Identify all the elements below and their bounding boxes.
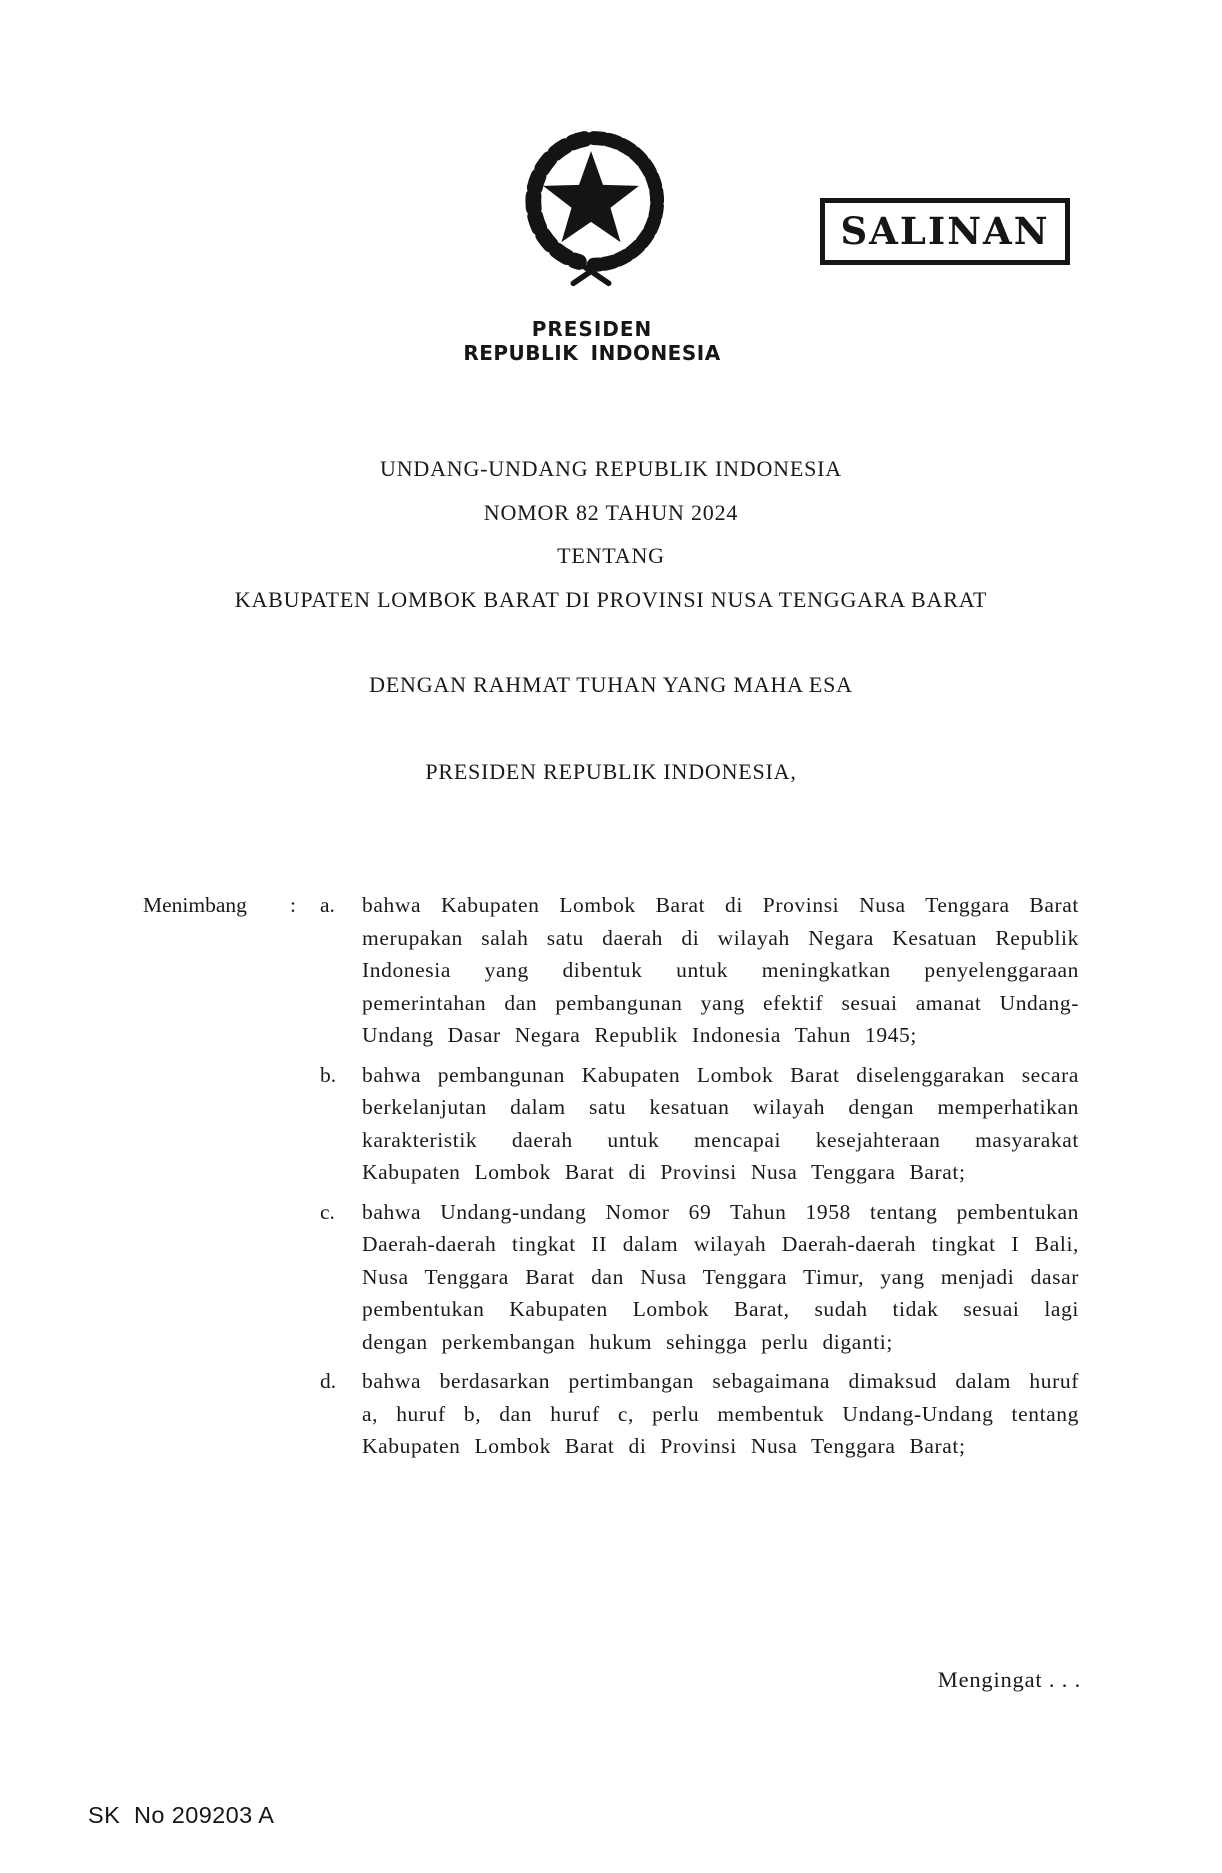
letterhead <box>392 317 792 366</box>
authority-line: PRESIDEN REPUBLIK INDONESIA, <box>425 759 797 784</box>
item-letter: d. <box>320 1369 337 1393</box>
item-text: bahwa Undang-undang Nomor 69 Tahun 1958 tentang pembentukan Daerah-daerah tingkat II dalam wilayah Daerah-daerah tingkat I Bali, Nusa Tenggara Barat dan Nusa Tenggara Timur, yang menjadi dasar pembentukan Kabupaten Lombok Barat, sudah tidak sesuai lagi dengan perkembangan hukum sehingga perlu diganti; <box>362 1199 1079 1354</box>
title-line-4: KABUPATEN LOMBOK BARAT DI PROVINSI NUSA TENGGARA BARAT <box>234 586 988 612</box>
salinan-stamp-label: SALINAN <box>840 208 1050 253</box>
invocation-line: DENGAN RAHMAT TUHAN YANG MAHA ESA <box>369 672 853 697</box>
menimbang-item-a <box>320 889 1079 1052</box>
menimbang-item-c <box>320 1196 1079 1359</box>
menimbang-items <box>320 889 1079 1463</box>
menimbang-section <box>143 889 1079 1470</box>
item-letter: a. <box>320 893 335 917</box>
item-text: bahwa Kabupaten Lombok Barat di Provinsi Nusa Tenggara Barat merupakan salah satu daerah di wilayah Negara Kesatuan Republik Indonesia yang dibentuk untuk meningkatkan penyelenggaraan pemerintahan dan pembangunan yang efektif sesuai amanat Undang-Undang Dasar Negara Republik Indonesia Tahun 1945; <box>362 893 1079 1047</box>
menimbang-colon: : <box>290 893 296 917</box>
salinan-stamp <box>820 198 1070 265</box>
title-block <box>143 447 1079 621</box>
letterhead-presiden: PRESIDEN <box>531 317 653 341</box>
continuation-catchword: Mengingat . . . <box>937 1667 1081 1692</box>
menimbang-label: Menimbang <box>143 893 247 917</box>
footer-sk-code: SK No 209203 A <box>88 1802 275 1828</box>
title-line-1: UNDANG-UNDANG REPUBLIK INDONESIA <box>380 456 842 481</box>
presidential-seal-icon <box>510 122 672 292</box>
item-letter: b. <box>320 1062 337 1087</box>
item-text: bahwa pembangunan Kabupaten Lombok Barat diselenggarakan secara berkelanjutan dalam satu kesatuan wilayah dengan memperhatikan karakteristik daerah untuk mencapai kesejahteraan masyarakat Kabupaten Lombok Barat di Provinsi Nusa Tenggara Barat; <box>362 1062 1079 1184</box>
star-icon <box>543 151 639 242</box>
letterhead-republik-indonesia: REPUBLIK INDONESIA <box>463 341 721 365</box>
menimbang-item-d <box>320 1365 1079 1463</box>
item-letter: c. <box>320 1199 335 1224</box>
title-line-2: NOMOR 82 TAHUN 2024 <box>483 499 739 525</box>
title-line-3: TENTANG <box>557 543 665 568</box>
menimbang-item-b <box>320 1059 1079 1189</box>
item-text: bahwa berdasarkan pertimbangan sebagaimana dimaksud dalam huruf a, huruf b, dan huruf c, perlu membentuk Undang-Undang tentang Kabupaten Lombok Barat di Provinsi Nusa Tenggara Barat; <box>362 1369 1079 1458</box>
